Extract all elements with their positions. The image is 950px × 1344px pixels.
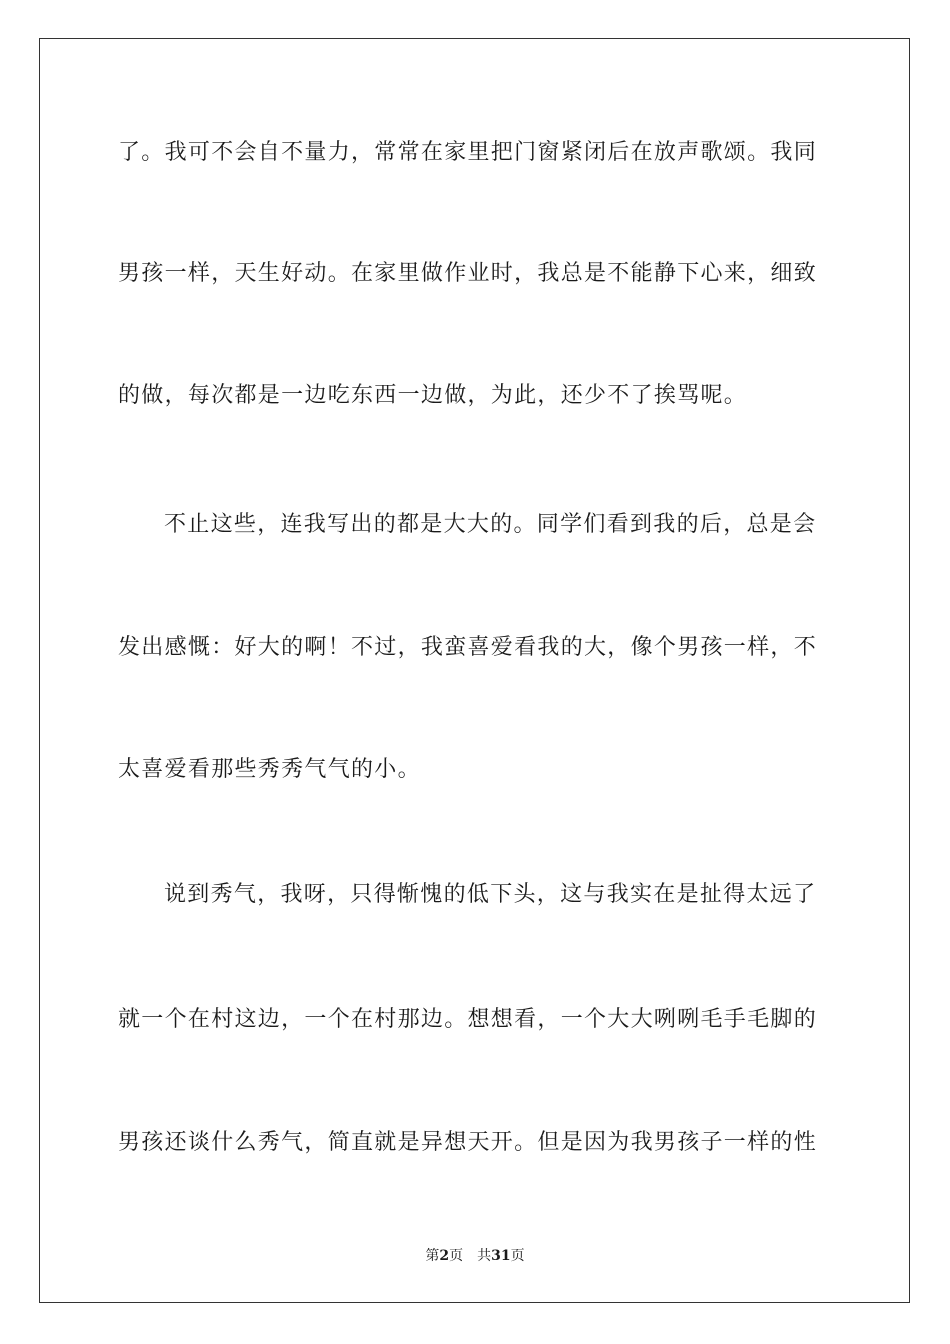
body-text-line: 的做，每次都是一边吃东西一边做，为此，还少不了挨骂呢。: [118, 383, 748, 408]
body-text-line: 男孩一样，天生好动。在家里做作业时，我总是不能静下心来，细致: [118, 261, 818, 286]
body-text-content: 说到秀气，我呀，只得惭愧的低下头，这与我实在是扯得太远了: [164, 882, 817, 907]
body-text-line: 了。我可不会自不量力，常常在家里把门窗紧闭后在放声歌颂。我同: [118, 140, 818, 165]
body-text-line: 太喜爱看那些秀秀气气的小。: [118, 757, 421, 782]
body-text-line: 就一个在村这边，一个在村那边。想想看，一个大大咧咧毛手毛脚的: [118, 1007, 818, 1032]
body-text-line-indented: [118, 880, 832, 910]
page-label-prefix: 第: [425, 1248, 440, 1264]
page-border: [39, 38, 910, 1303]
body-text-line-indented: [118, 510, 832, 540]
total-label-prefix: 共: [477, 1248, 492, 1264]
body-text-line: 男孩还谈什么秀气，简直就是异想天开。但是因为我男孩子一样的性: [118, 1130, 818, 1155]
body-text-content: 不止这些，连我写出的都是大大的。同学们看到我的后，总是会: [164, 512, 817, 537]
total-label-suffix: 页: [510, 1248, 525, 1264]
page-footer: [0, 1246, 950, 1266]
page-label-suffix: 页: [449, 1248, 464, 1264]
total-page-count: 31: [491, 1248, 511, 1264]
current-page-number: 2: [439, 1248, 450, 1264]
body-text-line: 发出感慨：好大的啊！不过，我蛮喜爱看我的大，像个男孩一样，不: [118, 635, 818, 660]
